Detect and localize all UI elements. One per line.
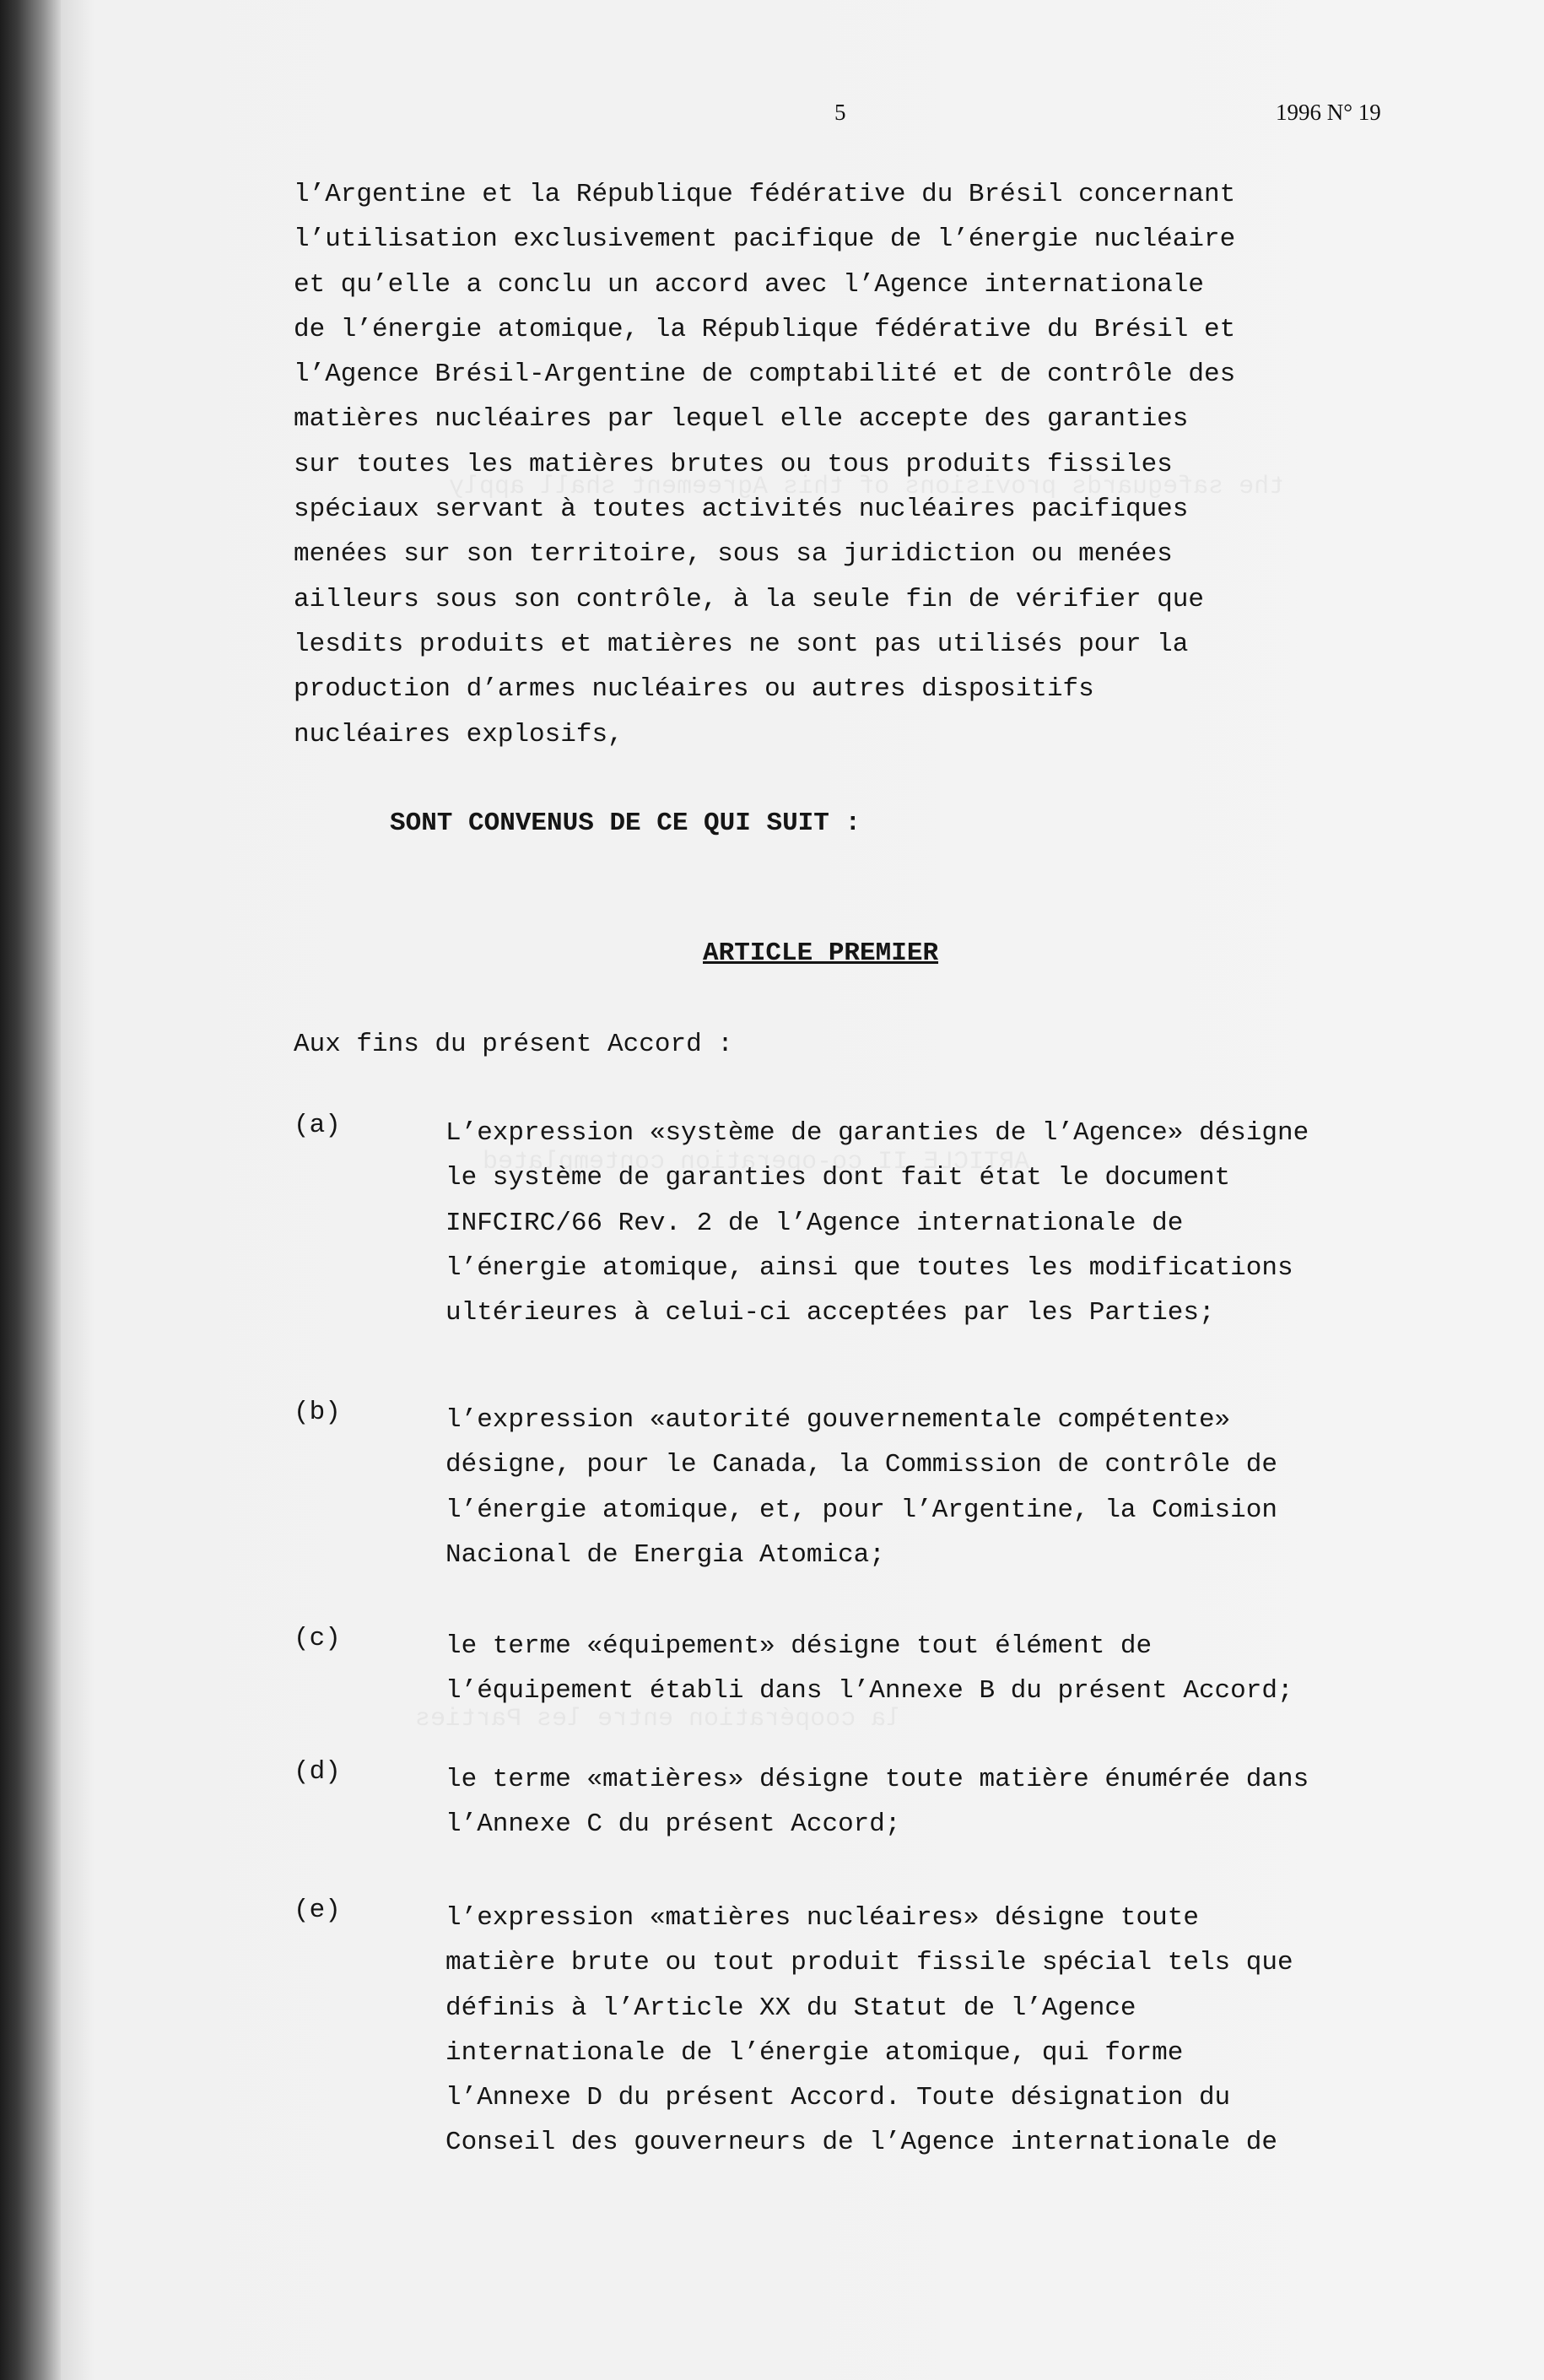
text-line: l’expression «autorité gouvernementale compétente» [445, 1405, 1231, 1435]
text-line: L’expression «système de garanties de l’Agence» désigne [445, 1118, 1309, 1148]
text-line: le terme «équipement» désigne tout élément de [445, 1631, 1153, 1661]
text-line: menées sur son territoire, sous sa juridiction ou menées [294, 539, 1173, 570]
text-line: nucléaires explosifs, [294, 719, 624, 749]
text-line: le terme «matières» désigne toute matière énumérée dans [445, 1765, 1309, 1794]
definition-text [445, 1111, 1309, 1335]
text-line: production d’armes nucléaires ou autres dispositifs [294, 674, 1094, 705]
text-line: lesdits produits et matières ne sont pas utilisés pour la [294, 629, 1189, 659]
article-title: ARTICLE PREMIER [703, 938, 939, 968]
text-line: l’énergie atomique, et, pour l’Argentine, la Comision [445, 1495, 1277, 1525]
definition-text [445, 1398, 1277, 1577]
definition-text [445, 1624, 1293, 1714]
book-binding-shadow [0, 0, 61, 2380]
text-line: l’utilisation exclusivement pacifique de l’énergie nucléaire [294, 224, 1236, 255]
definition-label: (c) [294, 1624, 341, 1653]
text-line: le système de garanties dont fait état le document [445, 1163, 1231, 1193]
text-line: désigne, pour le Canada, la Commission de contrôle de [445, 1450, 1277, 1480]
page-number: 5 [834, 100, 846, 125]
text-line: l’Argentine et la République fédérative du Brésil concernant [294, 180, 1236, 209]
text-line: ultérieures à celui-ci acceptées par les Parties; [445, 1298, 1215, 1328]
text-line: et qu’elle a conclu un accord avec l’Agence internationale [294, 269, 1204, 300]
text-line: matière brute ou tout produit fissile spécial tels que [445, 1948, 1293, 1978]
text-line: l’équipement établi dans l’Annexe B du présent Accord; [445, 1676, 1293, 1707]
text-line: l’Annexe D du présent Accord. Toute désignation du [445, 2083, 1231, 2113]
text-line: l’énergie atomique, ainsi que toutes les modifications [445, 1252, 1293, 1283]
definition-label: (e) [294, 1896, 341, 1925]
definition-text [445, 1896, 1293, 2166]
text-line: INFCIRC/66 Rev. 2 de l’Agence internationale de [445, 1208, 1184, 1238]
text-line: l’Agence Brésil-Argentine de comptabilité et de contrôle des [294, 360, 1236, 390]
text-line: Nacional de Energia Atomica; [445, 1539, 885, 1570]
text-line: l’Annexe C du présent Accord; [445, 1809, 901, 1840]
text-line: Conseil des gouverneurs de l’Agence internationale de [445, 2128, 1277, 2158]
text-line: internationale de l’énergie atomique, qui forme [445, 2037, 1184, 2068]
definition-label: (b) [294, 1398, 341, 1427]
text-line: spéciaux servant à toutes activités nucléaires pacifiques [294, 495, 1189, 525]
document-page [61, 0, 1544, 2380]
text-line: de l’énergie atomique, la République fédérative du Brésil et [294, 314, 1236, 344]
agreement-heading: SONT CONVENUS DE CE QUI SUIT : [390, 809, 861, 838]
document-reference: 1996 N° 19 [1276, 100, 1381, 125]
text-line: sur toutes les matières brutes ou tous produits fissiles [294, 449, 1173, 479]
preamble-paragraph [294, 172, 1475, 757]
article-intro: Aux fins du présent Accord : [294, 1030, 733, 1059]
text-line: ailleurs sous son contrôle, à la seule fin de vérifier que [294, 584, 1204, 614]
text-line: matières nucléaires par lequel elle accepte des garanties [294, 404, 1189, 435]
definition-text [445, 1757, 1309, 1847]
text-line: l’expression «matières nucléaires» désigne toute [445, 1903, 1199, 1933]
definition-label: (d) [294, 1757, 341, 1787]
text-line: définis à l’Article XX du Statut de l’Agence [445, 1993, 1136, 2023]
definition-label: (a) [294, 1111, 341, 1140]
